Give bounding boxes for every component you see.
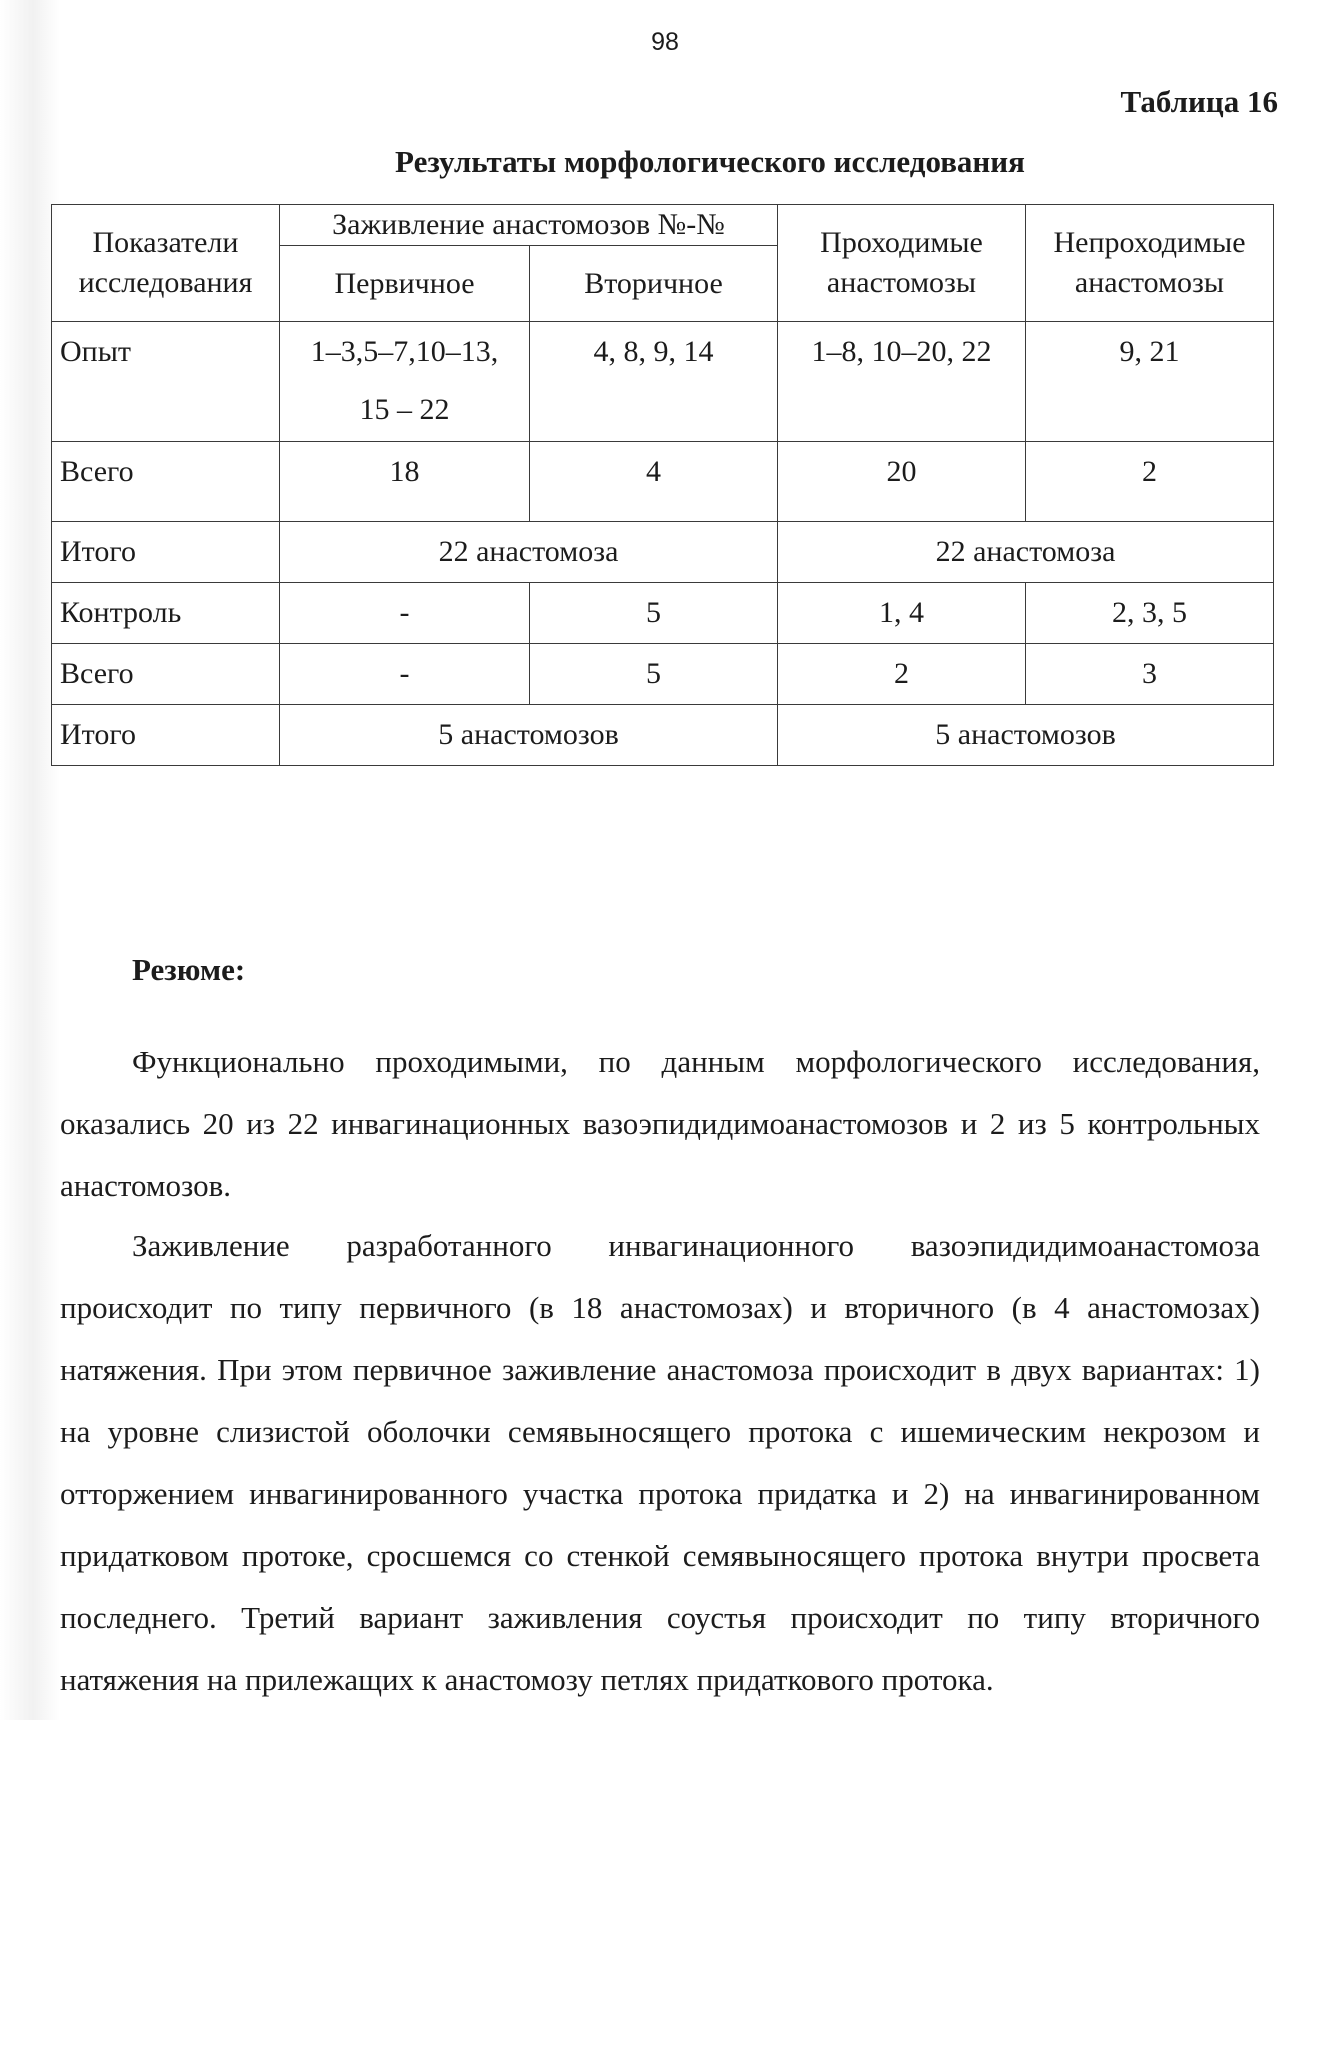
resume-paragraph-1: Функционально проходимыми, по данным морфологического исследования, оказались 20 из 22 инвагинационных вазоэпидидимоанастомозов и 2 из 5 контрольных анастомозов. — [60, 1044, 1260, 1203]
cell-impassable: 2, 3, 5 — [1026, 583, 1274, 644]
cell-primary: - — [280, 583, 530, 644]
page-number: 98 — [651, 28, 679, 56]
table-row — [52, 705, 1274, 766]
cell-patency-total: 5 анастомозов — [778, 705, 1274, 766]
row-label: Итого — [52, 705, 280, 766]
table-row — [52, 522, 1274, 583]
cell-passable: 1–8, 10–20, 22 — [778, 322, 1026, 442]
table-row — [52, 583, 1274, 644]
cell-impassable: 9, 21 — [1026, 322, 1274, 442]
resume-paragraph-2: Заживление разработанного инвагинационного вазоэпидидимоанастомоза происходит по типу первичного (в 18 анастомозах) и вторичного (в 4 анастомозах) натяжения. При этом первичное заживление анастомоза происходит в двух вариантах: 1) на уровне слизистой оболочки семявыносящего протока с ишемическим некрозом и отторжением инвагинированного участка протока придатка и 2) на инвагинированном придатковом протоке, сросшемся со стенкой семявыносящего протока внутри просвета последнего. Третий вариант заживления соустья происходит по типу вторичного натяжения на прилежащих к анастомозу петлях придаткового протока. — [60, 1228, 1260, 1697]
row-label: Опыт — [52, 322, 280, 442]
table-header-row — [52, 205, 1274, 246]
table-row — [52, 442, 1274, 522]
row-label: Всего — [52, 644, 280, 705]
header-impassable: Непроходимые анастомозы — [1026, 205, 1274, 322]
header-secondary: Вторичное — [530, 246, 778, 322]
row-label: Контроль — [52, 583, 280, 644]
cell-primary-line2: 15 – 22 — [359, 393, 450, 426]
cell-secondary: 4, 8, 9, 14 — [530, 322, 778, 442]
cell-impassable: 2 — [1026, 442, 1274, 522]
row-label: Итого — [52, 522, 280, 583]
cell-passable: 1, 4 — [778, 583, 1026, 644]
cell-passable: 20 — [778, 442, 1026, 522]
resume-heading: Резюме: — [132, 952, 246, 987]
cell-secondary: 5 — [530, 644, 778, 705]
header-primary: Первичное — [280, 246, 530, 322]
results-table — [51, 204, 1274, 766]
cell-healing-total: 5 анастомозов — [280, 705, 778, 766]
cell-healing-total: 22 анастомоза — [280, 522, 778, 583]
table-label: Таблица 16 — [1120, 84, 1278, 119]
cell-secondary: 5 — [530, 583, 778, 644]
cell-primary: 18 — [280, 442, 530, 522]
table-title: Результаты морфологического исследования — [395, 144, 1025, 179]
row-label: Всего — [52, 442, 280, 522]
header-healing: Заживление анастомозов №-№ — [280, 205, 778, 246]
cell-secondary: 4 — [530, 442, 778, 522]
cell-patency-total: 22 анастомоза — [778, 522, 1274, 583]
table-row — [52, 322, 1274, 442]
header-passable: Проходимые анастомозы — [778, 205, 1026, 322]
table-row — [52, 644, 1274, 705]
cell-primary-line1: 1–3,5–7,10–13, — [310, 335, 499, 368]
cell-primary: - — [280, 644, 530, 705]
cell-impassable: 3 — [1026, 644, 1274, 705]
cell-passable: 2 — [778, 644, 1026, 705]
cell-primary — [280, 322, 530, 442]
header-indicators: Показатели исследования — [52, 205, 280, 322]
